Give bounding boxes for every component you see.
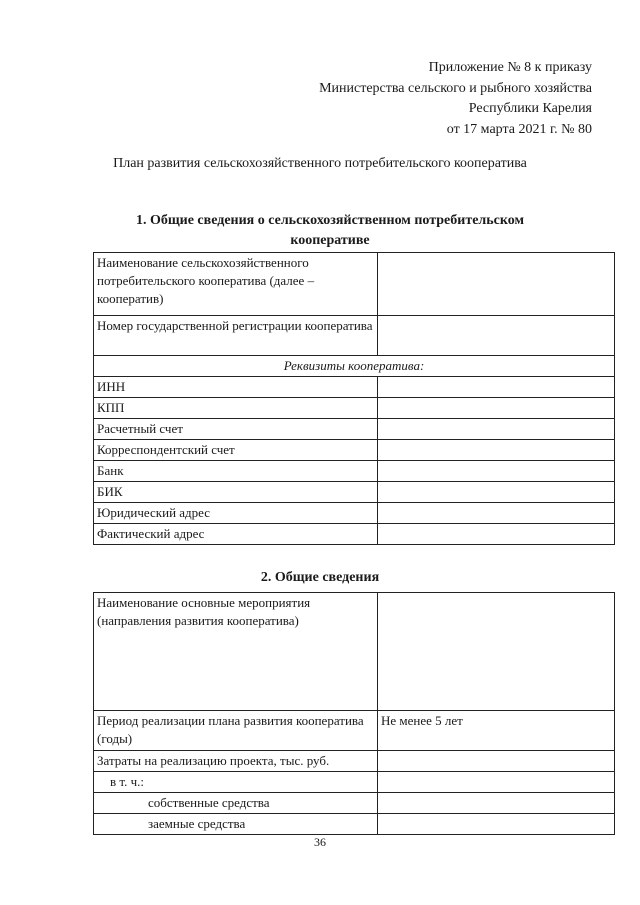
main-activities-value[interactable] [378, 593, 615, 711]
table-row [94, 398, 615, 419]
row-label-bik: БИК [94, 482, 378, 503]
borrowed-funds-value[interactable] [378, 814, 615, 835]
table-row [94, 593, 615, 711]
table-row [94, 814, 615, 835]
header-line-date: от 17 марта 2021 г. № 80 [446, 121, 592, 137]
table-row [94, 440, 615, 461]
table-row [94, 461, 615, 482]
correspondent-account-value[interactable] [378, 440, 615, 461]
table-row [94, 524, 615, 545]
row-label-cooperative-name: Наименование сельскохозяйственного потребительского кооператива (далее – кооператив) [94, 253, 378, 316]
page-number: 36 [314, 835, 326, 849]
order-appendix-header [319, 58, 592, 140]
section1-title-line1: 1. Общие сведения о сельскохозяйственном потребительском [135, 213, 525, 228]
actual-address-value[interactable] [378, 524, 615, 545]
row-label-kpp: КПП [94, 398, 378, 419]
table-row [94, 316, 615, 356]
table-row [94, 793, 615, 814]
table-row [94, 751, 615, 772]
section1-title [120, 211, 540, 251]
row-label-own-funds: собственные средства [94, 793, 378, 814]
row-label-bank: Банк [94, 461, 378, 482]
row-label-inn: ИНН [94, 377, 378, 398]
document-title: План развития сельскохозяйственного потребительского кооператива [113, 156, 527, 171]
row-label-registration-number: Номер государственной регистрации кооператива [94, 316, 378, 356]
table-row [94, 377, 615, 398]
bik-value[interactable] [378, 482, 615, 503]
table-row [94, 419, 615, 440]
inn-value[interactable] [378, 377, 615, 398]
table-row [94, 503, 615, 524]
general-info-table [93, 592, 615, 835]
legal-address-value[interactable] [378, 503, 615, 524]
settlement-account-value[interactable] [378, 419, 615, 440]
table-row [94, 253, 615, 316]
table-row [94, 711, 615, 751]
registration-number-value[interactable] [378, 316, 615, 356]
requisites-header: Реквизиты кооператива: [94, 356, 615, 377]
table-row [94, 482, 615, 503]
implementation-period-value[interactable]: Не менее 5 лет [378, 711, 615, 751]
requisites-header-row [94, 356, 615, 377]
section1-title-line2: кооперативе [290, 233, 370, 248]
header-line-appendix: Приложение № 8 к приказу [428, 60, 592, 75]
row-label-legal-address: Юридический адрес [94, 503, 378, 524]
bank-value[interactable] [378, 461, 615, 482]
header-line-republic: Республики Карелия [468, 101, 592, 116]
row-label-settlement-account: Расчетный счет [94, 419, 378, 440]
row-label-main-activities: Наименование основные мероприятия (направления развития кооператива) [94, 593, 378, 711]
row-label-implementation-period: Период реализации плана развития кооператива (годы) [94, 711, 378, 751]
section2-title: 2. Общие сведения [260, 570, 380, 585]
row-label-borrowed-funds: заемные средства [94, 814, 378, 835]
own-funds-value[interactable] [378, 793, 615, 814]
kpp-value[interactable] [378, 398, 615, 419]
row-label-actual-address: Фактический адрес [94, 524, 378, 545]
table-row [94, 772, 615, 793]
row-label-project-costs: Затраты на реализацию проекта, тыс. руб. [94, 751, 378, 772]
header-line-ministry: Министерства сельского и рыбного хозяйства [319, 80, 592, 96]
including-value[interactable] [378, 772, 615, 793]
row-label-correspondent-account: Корреспондентский счет [94, 440, 378, 461]
row-label-including: в т. ч.: [94, 772, 378, 793]
cooperative-name-value[interactable] [378, 253, 615, 316]
project-costs-value[interactable] [378, 751, 615, 772]
cooperative-info-table [93, 252, 615, 545]
